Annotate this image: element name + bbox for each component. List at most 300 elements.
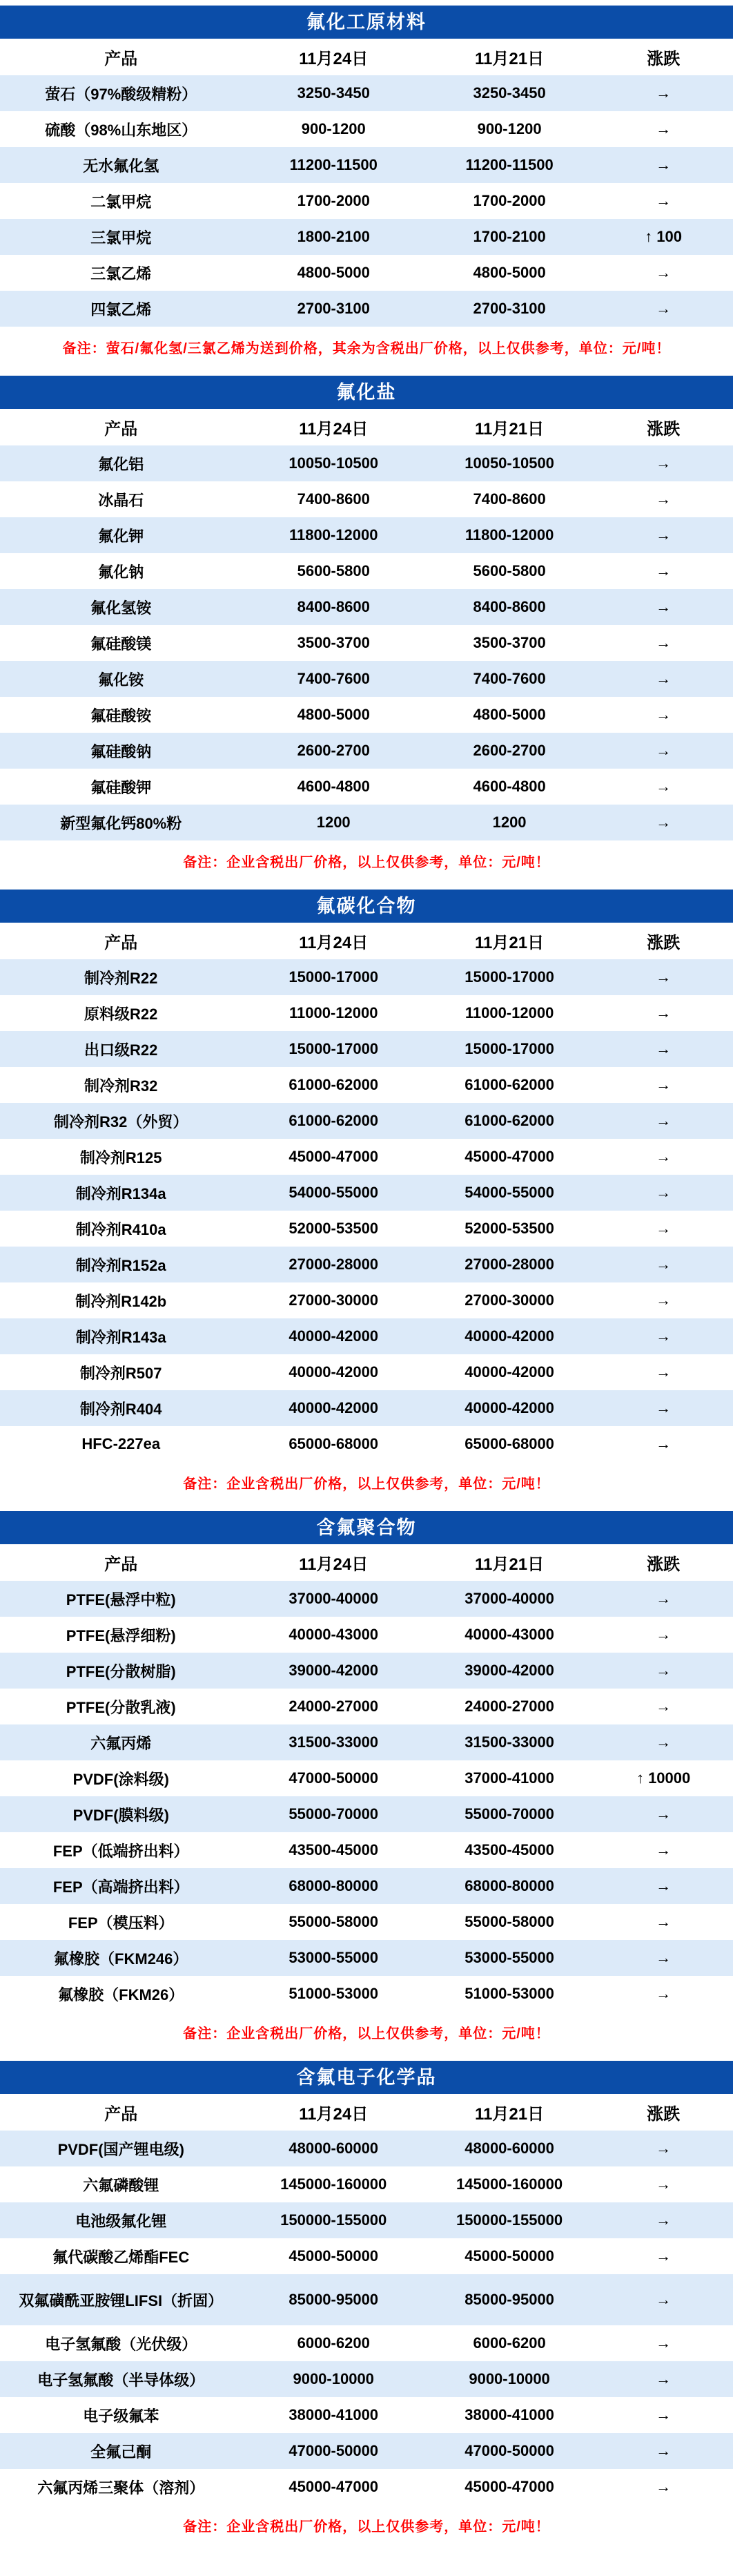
cell-product: 六氟磷酸锂 xyxy=(83,2176,159,2194)
cell-date-nov24: 61000-62000 xyxy=(242,1103,425,1139)
cell-product: PTFE(分散乳液) xyxy=(66,1698,176,1716)
cell-date-nov21: 24000-27000 xyxy=(465,1698,554,1715)
cell-change: → xyxy=(594,517,733,553)
cell-date-nov21: 1700-2100 xyxy=(425,219,594,255)
table-row xyxy=(0,2238,733,2274)
section-title: 氟化盐 xyxy=(0,376,733,409)
cell-date-nov24: 15000-17000 xyxy=(242,959,425,995)
table-row xyxy=(0,183,733,219)
cell-date-nov21: 27000-30000 xyxy=(465,1291,554,1309)
cell-date-nov24: 40000-43000 xyxy=(289,1626,379,1643)
table-body xyxy=(0,959,733,1462)
cell-date-nov24: 7400-7600 xyxy=(242,661,425,697)
table-row xyxy=(0,2361,733,2397)
cell-date-nov21: 47000-50000 xyxy=(425,2433,594,2469)
table-row xyxy=(0,1175,733,1211)
cell-date-nov24: 4600-4800 xyxy=(297,778,370,795)
section-note: 备注：企业含税出厂价格，以上仅供参考，单位：元/吨！ xyxy=(183,855,550,870)
cell-change: → xyxy=(594,1103,733,1139)
column-header: 产品 xyxy=(0,2094,242,2131)
cell-change: → xyxy=(594,959,733,995)
table-row xyxy=(0,111,733,147)
cell-change: → xyxy=(656,1698,672,1715)
cell-date-nov24: 900-1200 xyxy=(301,120,366,137)
price-table xyxy=(0,409,733,840)
cell-change: → xyxy=(594,1175,733,1211)
cell-date-nov21: 37000-40000 xyxy=(425,1581,594,1617)
cell-date-nov24: 8400-8600 xyxy=(242,589,425,625)
column-header: 11月24日 xyxy=(242,39,425,75)
column-header: 11月21日 xyxy=(425,409,594,445)
table-row xyxy=(0,1940,733,1976)
table-row xyxy=(0,959,733,995)
table-row xyxy=(0,291,733,327)
table-row xyxy=(0,2131,733,2166)
cell-product: 萤石（97%酸级精粉） xyxy=(0,75,242,111)
table-row xyxy=(0,1581,733,1617)
cell-date-nov24: 4800-5000 xyxy=(297,706,370,723)
cell-date-nov21: 51000-53000 xyxy=(465,1985,554,2002)
cell-date-nov21: 9000-10000 xyxy=(425,2361,594,2397)
cell-product: PVDF(国产锂电级) xyxy=(0,2131,242,2166)
cell-product: 制冷剂R32（外贸） xyxy=(0,1103,242,1139)
cell-change: → xyxy=(656,490,672,508)
cell-date-nov21: 45000-47000 xyxy=(465,2478,554,2495)
price-table xyxy=(0,1544,733,2012)
cell-change: → xyxy=(594,1247,733,1282)
cell-date-nov24: 40000-42000 xyxy=(242,1318,425,1354)
cell-date-nov24: 2600-2700 xyxy=(242,733,425,769)
table-row xyxy=(0,2166,733,2202)
table-row xyxy=(0,1067,733,1103)
table-row xyxy=(0,219,733,255)
column-header: 涨跌 xyxy=(594,1544,733,1581)
cell-product: PVDF(膜料级) xyxy=(0,1796,242,1832)
cell-date-nov21: 39000-42000 xyxy=(425,1653,594,1689)
cell-change: → xyxy=(594,589,733,625)
cell-date-nov21: 54000-55000 xyxy=(425,1175,594,1211)
cell-date-nov21: 1700-2000 xyxy=(473,192,546,209)
cell-date-nov21: 6000-6200 xyxy=(473,2334,546,2352)
cell-date-nov24: 27000-28000 xyxy=(242,1247,425,1282)
cell-change: → xyxy=(594,1318,733,1354)
cell-product: FEP（高端挤出料） xyxy=(0,1868,242,1904)
header-row xyxy=(0,2094,733,2131)
cell-product: 电子氢氟酸（光伏级） xyxy=(45,2335,197,2353)
cell-date-nov24: 150000-155000 xyxy=(242,2202,425,2238)
column-header: 11月21日 xyxy=(425,2094,594,2131)
cell-date-nov21: 61000-62000 xyxy=(425,1103,594,1139)
column-header: 11月24日 xyxy=(242,1544,425,1581)
cell-product: 无水氟化氢 xyxy=(0,147,242,183)
section-title: 含氟电子化学品 xyxy=(0,2061,733,2094)
cell-product: 制冷剂R404 xyxy=(0,1390,242,1426)
cell-change: → xyxy=(656,1435,672,1452)
table-row xyxy=(0,1426,733,1462)
table-row xyxy=(0,1031,733,1067)
cell-change: → xyxy=(594,291,733,327)
cell-change: → xyxy=(594,661,733,697)
cell-product: 制冷剂R134a xyxy=(0,1175,242,1211)
cell-product: PTFE(悬浮中粒) xyxy=(0,1581,242,1617)
cell-date-nov24: 4800-5000 xyxy=(297,264,370,281)
table-row xyxy=(0,2397,733,2433)
cell-product: FEP（低端挤出料） xyxy=(52,1842,189,1860)
cell-change: → xyxy=(594,1581,733,1617)
column-header: 11月24日 xyxy=(242,923,425,959)
cell-change: → xyxy=(656,1076,672,1093)
cell-product: 二氯甲烷 xyxy=(90,193,152,211)
table-row xyxy=(0,589,733,625)
section-note: 备注：企业含税出厂价格，以上仅供参考，单位：元/吨！ xyxy=(183,1477,550,1492)
cell-date-nov24: 145000-160000 xyxy=(280,2175,387,2193)
cell-date-nov21: 61000-62000 xyxy=(465,1076,554,1093)
cell-product: 新型氟化钙80%粉 xyxy=(0,805,242,840)
price-table xyxy=(0,2094,733,2505)
column-header: 涨跌 xyxy=(594,409,733,445)
column-header: 产品 xyxy=(0,409,242,445)
table-row xyxy=(0,1103,733,1139)
table-body xyxy=(0,1581,733,2012)
table-body xyxy=(0,445,733,840)
table-row xyxy=(0,1653,733,1689)
cell-product: 氟硅酸铵 xyxy=(90,707,152,724)
cell-date-nov21: 15000-17000 xyxy=(425,1031,594,1067)
column-header: 11月21日 xyxy=(425,923,594,959)
cell-date-nov24: 11800-12000 xyxy=(242,517,425,553)
cell-product: 氟化钠 xyxy=(98,563,144,581)
cell-product: PVDF(涂料级) xyxy=(72,1770,169,1788)
cell-date-nov21: 900-1200 xyxy=(477,120,542,137)
cell-date-nov24: 3250-3450 xyxy=(242,75,425,111)
cell-date-nov21: 2700-3100 xyxy=(425,291,594,327)
cell-date-nov24: 54000-55000 xyxy=(242,1175,425,1211)
cell-product: 双氟磺酰亚胺锂LIFSI（折固） xyxy=(0,2274,242,2325)
header-row xyxy=(0,1544,733,1581)
table-body xyxy=(0,75,733,327)
cell-date-nov24: 5600-5800 xyxy=(297,562,370,579)
cell-change: → xyxy=(594,733,733,769)
cell-date-nov21: 150000-155000 xyxy=(425,2202,594,2238)
table-row xyxy=(0,769,733,805)
table-row xyxy=(0,75,733,111)
cell-date-nov24: 45000-50000 xyxy=(289,2247,379,2265)
cell-change: → xyxy=(656,1626,672,1643)
cell-date-nov24: 37000-40000 xyxy=(242,1581,425,1617)
cell-change: → xyxy=(656,2406,672,2423)
price-section xyxy=(0,0,733,370)
cell-change: → xyxy=(656,2478,672,2495)
table-row xyxy=(0,255,733,291)
cell-date-nov21: 45000-47000 xyxy=(465,1148,554,1165)
cell-product: 制冷剂R125 xyxy=(79,1148,162,1166)
cell-date-nov21: 27000-28000 xyxy=(425,1247,594,1282)
cell-product: PTFE(分散树脂) xyxy=(0,1653,242,1689)
cell-product: 电池级氟化锂 xyxy=(0,2202,242,2238)
cell-change: → xyxy=(656,1985,672,2002)
column-header: 产品 xyxy=(0,39,242,75)
cell-product: PTFE(悬浮细粉) xyxy=(66,1626,176,1644)
cell-date-nov24: 15000-17000 xyxy=(242,1031,425,1067)
table-row xyxy=(0,1760,733,1796)
cell-date-nov24: 55000-58000 xyxy=(289,1913,379,1930)
cell-date-nov21: 2600-2700 xyxy=(425,733,594,769)
table-row xyxy=(0,1318,733,1354)
column-header: 产品 xyxy=(0,923,242,959)
cell-change: ↑ 10000 xyxy=(636,1769,691,1787)
table-row xyxy=(0,147,733,183)
table-row xyxy=(0,1724,733,1760)
cell-date-nov24: 45000-47000 xyxy=(289,2478,379,2495)
cell-date-nov24: 7400-8600 xyxy=(297,490,370,508)
cell-date-nov24: 9000-10000 xyxy=(242,2361,425,2397)
price-section xyxy=(0,884,733,1506)
cell-change: → xyxy=(656,1004,672,1021)
cell-date-nov21: 85000-95000 xyxy=(425,2274,594,2325)
cell-date-nov21: 53000-55000 xyxy=(425,1940,594,1976)
cell-product: 六氟丙烯 xyxy=(0,1724,242,1760)
price-section xyxy=(0,370,733,884)
table-row xyxy=(0,1139,733,1175)
table-body xyxy=(0,2131,733,2505)
cell-date-nov21: 1200 xyxy=(425,805,594,840)
cell-product: 电子级氟苯 xyxy=(83,2407,159,2425)
cell-change: → xyxy=(594,805,733,840)
cell-date-nov24: 47000-50000 xyxy=(242,2433,425,2469)
cell-date-nov21: 8400-8600 xyxy=(425,589,594,625)
cell-date-nov24: 1800-2100 xyxy=(242,219,425,255)
cell-date-nov24: 40000-42000 xyxy=(289,1363,379,1381)
cell-change: → xyxy=(594,2274,733,2325)
cell-date-nov21: 40000-42000 xyxy=(425,1390,594,1426)
cell-date-nov24: 61000-62000 xyxy=(289,1076,379,1093)
cell-date-nov21: 48000-60000 xyxy=(425,2131,594,2166)
cell-date-nov24: 27000-30000 xyxy=(289,1291,379,1309)
cell-product: 氟硅酸钾 xyxy=(90,778,152,796)
cell-change: → xyxy=(656,192,672,209)
cell-date-nov24: 43500-45000 xyxy=(289,1841,379,1858)
table-row xyxy=(0,1390,733,1426)
cell-change: → xyxy=(594,2202,733,2238)
cell-date-nov24: 45000-47000 xyxy=(289,1148,379,1165)
cell-product: 硫酸（98%山东地区） xyxy=(45,121,197,139)
cell-product: 氟橡胶（FKM246） xyxy=(0,1940,242,1976)
cell-date-nov24: 55000-70000 xyxy=(242,1796,425,1832)
cell-change: → xyxy=(656,2334,672,2352)
cell-change: ↑ 100 xyxy=(594,219,733,255)
cell-date-nov21: 4800-5000 xyxy=(473,706,546,723)
cell-date-nov21: 55000-70000 xyxy=(425,1796,594,1832)
section-title: 含氟聚合物 xyxy=(0,1511,733,1544)
table-row xyxy=(0,2325,733,2361)
cell-date-nov21: 45000-50000 xyxy=(465,2247,554,2265)
cell-date-nov21: 4800-5000 xyxy=(473,264,546,281)
cell-date-nov21: 10050-10500 xyxy=(425,445,594,481)
cell-product: 氟代碳酸乙烯酯FEC xyxy=(52,2248,190,2266)
price-table xyxy=(0,39,733,327)
cell-change: → xyxy=(594,75,733,111)
cell-date-nov21: 38000-41000 xyxy=(465,2406,554,2423)
cell-product: 制冷剂R410a xyxy=(75,1220,166,1238)
table-row xyxy=(0,995,733,1031)
column-header: 涨跌 xyxy=(594,2094,733,2131)
cell-product: 制冷剂R32 xyxy=(84,1077,158,1095)
cell-change: → xyxy=(594,2433,733,2469)
table-row xyxy=(0,661,733,697)
section-note: 备注：企业含税出厂价格，以上仅供参考，单位：元/吨！ xyxy=(183,2026,550,2041)
cell-date-nov21: 4600-4800 xyxy=(473,778,546,795)
cell-date-nov24: 10050-10500 xyxy=(242,445,425,481)
cell-product: 氟化铵 xyxy=(0,661,242,697)
table-row xyxy=(0,1868,733,1904)
price-section xyxy=(0,2055,733,2548)
table-row xyxy=(0,1832,733,1868)
cell-change: → xyxy=(594,1940,733,1976)
table-row xyxy=(0,1689,733,1724)
cell-product: 冰晶石 xyxy=(98,491,144,509)
section-title: 氟化工原材料 xyxy=(0,6,733,39)
cell-date-nov24: 48000-60000 xyxy=(242,2131,425,2166)
cell-change: → xyxy=(656,264,672,281)
cell-product: 氟化钾 xyxy=(0,517,242,553)
cell-date-nov21: 145000-160000 xyxy=(456,2175,563,2193)
cell-date-nov21: 55000-58000 xyxy=(465,1913,554,1930)
cell-product: 制冷剂R143a xyxy=(0,1318,242,1354)
cell-date-nov21: 43500-45000 xyxy=(465,1841,554,1858)
cell-product: 出口级R22 xyxy=(0,1031,242,1067)
column-header: 产品 xyxy=(0,1544,242,1581)
cell-change: → xyxy=(594,445,733,481)
cell-date-nov24: 52000-53500 xyxy=(289,1220,379,1237)
price-section xyxy=(0,1506,733,2055)
cell-date-nov24: 51000-53000 xyxy=(289,1985,379,2002)
column-header: 涨跌 xyxy=(594,39,733,75)
cell-date-nov21: 11000-12000 xyxy=(465,1004,554,1021)
table-row xyxy=(0,1976,733,2012)
cell-date-nov21: 3250-3450 xyxy=(425,75,594,111)
cell-date-nov21: 40000-42000 xyxy=(425,1318,594,1354)
cell-product: 氟硅酸镁 xyxy=(90,635,152,653)
table-row xyxy=(0,445,733,481)
cell-product: 六氟丙烯三聚体（溶剂） xyxy=(37,2479,205,2497)
cell-change: → xyxy=(594,147,733,183)
cell-date-nov24: 85000-95000 xyxy=(242,2274,425,2325)
cell-date-nov21: 7400-7600 xyxy=(425,661,594,697)
table-row xyxy=(0,733,733,769)
price-table xyxy=(0,923,733,1462)
cell-product: FEP（模压料） xyxy=(68,1914,174,1932)
cell-change: → xyxy=(594,1868,733,1904)
cell-date-nov21: 40000-42000 xyxy=(465,1363,554,1381)
cell-date-nov21: 7400-8600 xyxy=(473,490,546,508)
table-row xyxy=(0,625,733,661)
table-row xyxy=(0,697,733,733)
cell-product: 制冷剂R22 xyxy=(0,959,242,995)
cell-date-nov21: 11800-12000 xyxy=(425,517,594,553)
header-row xyxy=(0,409,733,445)
cell-date-nov24: 11000-12000 xyxy=(289,1004,378,1021)
section-title: 氟碳化合物 xyxy=(0,890,733,923)
table-row xyxy=(0,1796,733,1832)
column-header: 11月24日 xyxy=(242,2094,425,2131)
cell-change: → xyxy=(656,562,672,579)
cell-date-nov21: 31500-33000 xyxy=(425,1724,594,1760)
table-row xyxy=(0,1247,733,1282)
table-row xyxy=(0,1211,733,1247)
cell-change: → xyxy=(656,120,672,137)
cell-product: 氟橡胶（FKM26） xyxy=(58,1986,184,2003)
table-row xyxy=(0,2433,733,2469)
table-row xyxy=(0,517,733,553)
cell-date-nov21: 37000-41000 xyxy=(465,1769,554,1787)
cell-product: 氟化氢铵 xyxy=(0,589,242,625)
cell-change: → xyxy=(594,1031,733,1067)
cell-date-nov24: 47000-50000 xyxy=(289,1769,379,1787)
cell-date-nov24: 1700-2000 xyxy=(297,192,370,209)
table-row xyxy=(0,1904,733,1940)
cell-date-nov24: 11200-11500 xyxy=(242,147,425,183)
cell-change: → xyxy=(656,1363,672,1381)
section-note: 备注：企业含税出厂价格，以上仅供参考，单位：元/吨！ xyxy=(183,2519,550,2535)
table-row xyxy=(0,2202,733,2238)
cell-date-nov24: 38000-41000 xyxy=(289,2406,379,2423)
cell-product: 全氟己酮 xyxy=(0,2433,242,2469)
table-row xyxy=(0,1282,733,1318)
cell-change: → xyxy=(656,634,672,651)
cell-product: 氟硅酸钠 xyxy=(0,733,242,769)
table-row xyxy=(0,1617,733,1653)
header-row xyxy=(0,923,733,959)
cell-change: → xyxy=(594,1390,733,1426)
cell-product: 三氯乙烯 xyxy=(90,265,152,282)
cell-date-nov24: 31500-33000 xyxy=(242,1724,425,1760)
table-row xyxy=(0,481,733,517)
cell-product: 四氯乙烯 xyxy=(0,291,242,327)
cell-product: 三氯甲烷 xyxy=(0,219,242,255)
cell-change: → xyxy=(594,1653,733,1689)
cell-date-nov24: 2700-3100 xyxy=(242,291,425,327)
cell-change: → xyxy=(594,1724,733,1760)
cell-product: 制冷剂R152a xyxy=(0,1247,242,1282)
table-row xyxy=(0,805,733,840)
cell-date-nov21: 65000-68000 xyxy=(465,1435,554,1452)
table-row xyxy=(0,1354,733,1390)
cell-change: → xyxy=(656,778,672,795)
cell-date-nov24: 65000-68000 xyxy=(289,1435,379,1452)
column-header: 11月24日 xyxy=(242,409,425,445)
cell-date-nov24: 24000-27000 xyxy=(289,1698,379,1715)
cell-date-nov24: 68000-80000 xyxy=(242,1868,425,1904)
cell-change: → xyxy=(594,2131,733,2166)
table-row xyxy=(0,2274,733,2325)
column-header: 11月21日 xyxy=(425,39,594,75)
cell-date-nov24: 53000-55000 xyxy=(242,1940,425,1976)
cell-change: → xyxy=(594,1796,733,1832)
header-row xyxy=(0,39,733,75)
cell-date-nov21: 15000-17000 xyxy=(425,959,594,995)
cell-date-nov21: 3500-3700 xyxy=(473,634,546,651)
section-note: 备注：萤石/氟化氢/三氯乙烯为送到价格，其余为含税出厂价格，以上仅供参考，单位：元/吨！ xyxy=(62,341,671,356)
cell-product: 原料级R22 xyxy=(84,1005,158,1023)
cell-date-nov24: 3500-3700 xyxy=(297,634,370,651)
cell-date-nov21: 5600-5800 xyxy=(473,562,546,579)
cell-change: → xyxy=(656,1220,672,1237)
cell-product: HFC-227ea xyxy=(81,1435,161,1452)
cell-change: → xyxy=(656,1913,672,1930)
cell-change: → xyxy=(656,2247,672,2265)
cell-date-nov21: 40000-43000 xyxy=(465,1626,554,1643)
column-header: 涨跌 xyxy=(594,923,733,959)
